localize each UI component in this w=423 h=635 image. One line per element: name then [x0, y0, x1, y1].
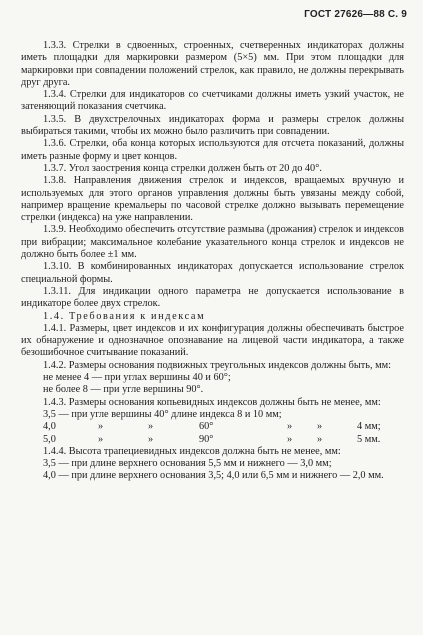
paragraph-1-3-10: 1.3.10. В комбинированных индикаторах допускается использование стрелок специальной формы. [21, 261, 404, 285]
paragraph-1-3-7: 1.3.7. Угол заострения конца стрелки должен быть от 20 до 40°. [43, 162, 322, 174]
paragraph-1-3-11: 1.3.11. Для индикации одного параметра не допускается использование в индикаторе более двух стрелок. [21, 285, 404, 310]
paragraph-1-3-6: 1.3.6. Стрелки, оба конца которых используются для отсчета показаний, должны иметь разные форму и цвет концов. [21, 138, 404, 162]
table-row [21, 434, 404, 446]
table-cell: 5 мм. [357, 433, 381, 445]
table-cell: 60° [199, 421, 214, 433]
table-cell: » [317, 433, 323, 445]
paragraph-1-3-9: 1.3.9. Необходимо обеспечить отсутствие размыва (дрожания) стрелок и индексов при вибрации; максимальное колебание указательного конца стрелок и индексов не должно быть более ±1 мм. [21, 224, 404, 261]
list-item-trap-3-5: 3,5 — при длине верхнего основания 5,5 мм и нижнего — 3,0 мм; [43, 458, 332, 470]
paragraph-1-4-4: 1.4.4. Высота трапециевидных индексов должна быть не менее, мм: [43, 445, 341, 457]
table-cell: 5,0 [43, 433, 56, 445]
table-cell: » [98, 433, 104, 445]
table-cell: 4 мм; [357, 421, 381, 433]
paragraph-1-3-3: 1.3.3. Стрелки в сдвоенных, строенных, счетверенных индикаторах должны иметь площадки для маркировки размером (5×5) мм. При этом площадки для маркировки при совпадении положений стрелок, как правило, не должны перекрывать друг друга. [21, 40, 404, 88]
page-body [21, 40, 404, 483]
list-item-min-4: не менее 4 — при углах вершины 40 и 60°; [43, 372, 231, 384]
list-item-trap-4-0: 4,0 — при длине верхнего основания 3,5; 4,0 или 6,5 мм и нижнего — 2,0 мм. [43, 470, 384, 482]
paragraph-1-3-5: 1.3.5. В двухстрелочных индикаторах форма и размеры стрелок должны выбираться такими, чтобы их можно было различить при совпадении. [21, 113, 404, 138]
table-cell: » [148, 421, 154, 433]
paragraph-1-4-3: 1.4.3. Размеры основания копьевидных индексов должны быть не менее, мм: [43, 396, 381, 408]
table-cell: » [287, 433, 293, 445]
paragraph-1-4-2: 1.4.2. Размеры основания подвижных треугольных индексов должны быть, мм: [43, 359, 392, 371]
page-header: ГОСТ 27626—88 С. 9 [304, 9, 407, 20]
list-item-max-8: не более 8 — при угле вершины 90°. [43, 384, 204, 396]
table-cell: » [148, 433, 154, 445]
list-item-3-5: 3,5 — при угле вершины 40° длине индекса 8 и 10 мм; [43, 408, 282, 420]
section-heading-1-4: 1.4. Требования к индексам [43, 310, 206, 322]
table-row [21, 421, 404, 433]
paragraph-1-4-1: 1.4.1. Размеры, цвет индексов и их конфигурация должны обеспечивать быстрое их обнаружение и однозначное опознавание на лицевой части индикатора, а также безошибочное считывание показаний. [21, 322, 404, 359]
paragraph-1-3-4: 1.3.4. Стрелки для индикаторов со счетчиками должны иметь узкий участок, не затеняющий показания счетчика. [21, 89, 404, 113]
table-cell: » [317, 421, 323, 433]
table-cell: » [98, 421, 104, 433]
table-cell: 90° [199, 433, 214, 445]
table-cell: 4,0 [43, 421, 56, 433]
paragraph-1-3-8: 1.3.8. Направления движения стрелок и индексов, вращаемых вручную и используемых для этого органов управления должны быть увязаны между собой, например вращение кремальеры по часовой стрелке должно вызывать перемещение стрелки (индекса) на уже направлении. [21, 175, 404, 224]
table-cell: » [287, 421, 293, 433]
